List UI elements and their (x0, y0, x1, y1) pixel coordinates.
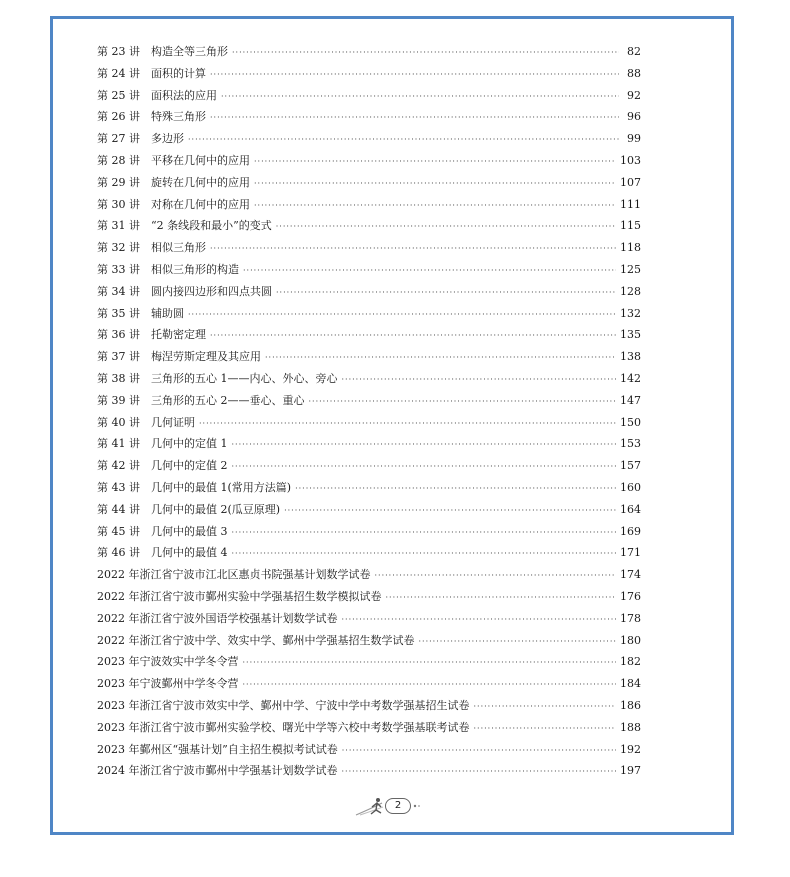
toc-entry[interactable] (97, 390, 641, 412)
toc-lecture-number: 第 31 讲 (97, 219, 140, 233)
toc-entry[interactable] (97, 412, 641, 434)
toc-title: 特殊三角形 (151, 110, 206, 124)
toc-page-number: 178 (620, 611, 641, 625)
toc-page-number: 169 (620, 524, 641, 538)
toc-lecture-number: 第 23 讲 (97, 45, 140, 58)
toc-title: 圆内接四边形和四点共圆 (151, 284, 272, 298)
toc-dot-leader (342, 369, 617, 391)
toc-dot-leader (265, 347, 616, 369)
toc-entry[interactable] (97, 194, 641, 216)
toc-title: 2023 年宁波效实中学冬令营 (97, 655, 239, 669)
toc-dot-leader (342, 761, 617, 783)
toc-entry[interactable] (97, 760, 641, 782)
toc-lecture-number: 第 29 讲 (97, 175, 140, 189)
toc-title: 面积法的应用 (151, 88, 217, 102)
toc-dot-leader (210, 64, 619, 86)
toc-page-number: 180 (620, 633, 641, 647)
toc-page-number: 135 (620, 328, 641, 342)
toc-page-number: 99 (627, 132, 641, 146)
toc-page-number: 174 (620, 568, 641, 582)
toc-lecture-number: 第 24 讲 (97, 66, 140, 80)
toc-entry[interactable] (97, 455, 641, 477)
toc-entry[interactable] (97, 499, 641, 521)
toc-dot-leader (232, 456, 617, 478)
toc-dot-leader (232, 543, 617, 565)
toc-page-number: 92 (627, 88, 641, 102)
toc-entry[interactable] (97, 106, 641, 128)
toc-title: 梅涅劳斯定理及其应用 (151, 350, 261, 364)
toc-lecture-number: 第 28 讲 (97, 153, 140, 167)
toc-title: 几何中的最值 3 (151, 524, 228, 538)
toc-title: 面积的计算 (151, 66, 206, 80)
toc-title: 旋转在几何中的应用 (151, 175, 250, 189)
toc-page-number: 142 (620, 371, 641, 385)
toc-dot-leader (309, 391, 617, 413)
toc-entry[interactable] (97, 324, 641, 346)
table-of-contents (97, 41, 641, 782)
toc-dot-leader (254, 173, 616, 195)
toc-entry[interactable] (97, 281, 641, 303)
toc-entry[interactable] (97, 172, 641, 194)
toc-entry[interactable] (97, 739, 641, 761)
toc-lecture-number: 第 39 讲 (97, 393, 140, 407)
toc-lecture-number: 第 30 讲 (97, 197, 140, 211)
toc-title: 几何中的定值 2 (151, 459, 228, 473)
toc-title: 2022 年浙江省宁波中学、效实中学、鄞州中学强基招生数学试卷 (97, 633, 415, 647)
toc-lecture-number: 第 40 讲 (97, 415, 140, 429)
toc-dot-leader (342, 609, 617, 631)
toc-entry[interactable] (97, 673, 641, 695)
toc-title: 几何中的最值 4 (151, 546, 228, 560)
toc-title: 相似三角形 (151, 241, 206, 255)
toc-dot-leader (342, 740, 616, 762)
toc-title: “2 条线段和最小”的变式 (151, 219, 272, 233)
toc-page-number: 176 (620, 589, 641, 603)
toc-dot-leader (474, 696, 617, 718)
toc-dot-leader (210, 238, 616, 260)
toc-entry[interactable] (97, 259, 641, 281)
toc-lecture-number: 第 27 讲 (97, 132, 140, 146)
toc-dot-leader (232, 42, 619, 64)
toc-entry[interactable] (97, 717, 641, 739)
toc-title: 几何中的定值 1 (151, 437, 228, 451)
toc-title: 2023 年宁波鄞州中学冬令营 (97, 677, 239, 691)
toc-title: 2022 年浙江省宁波市鄞州实验中学强基招生数学模拟试卷 (97, 589, 382, 603)
toc-dot-leader (284, 500, 616, 522)
toc-page-number: 103 (620, 153, 641, 167)
toc-dot-leader (295, 478, 616, 500)
toc-page-number: 186 (620, 698, 641, 712)
toc-entry[interactable] (97, 630, 641, 652)
toc-lecture-number: 第 33 讲 (97, 262, 140, 276)
toc-title: 托勒密定理 (151, 328, 206, 342)
toc-dot-leader (188, 129, 619, 151)
toc-page-number: 192 (620, 742, 641, 756)
toc-lecture-number: 第 32 讲 (97, 241, 140, 255)
toc-lecture-number: 第 42 讲 (97, 459, 140, 473)
toc-dot-leader (243, 674, 617, 696)
toc-page-number: 107 (620, 175, 641, 189)
toc-dot-leader (232, 434, 617, 456)
toc-title: 对称在几何中的应用 (151, 197, 250, 211)
toc-lecture-number: 第 41 讲 (97, 437, 140, 451)
toc-dot-leader (188, 304, 616, 326)
toc-dot-leader (243, 260, 616, 282)
toc-page-number: 197 (620, 764, 641, 778)
toc-lecture-number: 第 35 讲 (97, 306, 140, 320)
toc-page-number: 164 (620, 502, 641, 516)
toc-entry[interactable] (97, 586, 641, 608)
toc-page-number: 157 (620, 459, 641, 473)
toc-entry[interactable] (97, 433, 641, 455)
toc-entry[interactable] (97, 346, 641, 368)
toc-lecture-number: 第 46 讲 (97, 546, 140, 560)
toc-entry[interactable] (97, 651, 641, 673)
toc-page-number: 171 (620, 546, 641, 560)
page-number: 2 (385, 798, 411, 814)
toc-dot-leader (221, 86, 619, 108)
toc-title: 几何中的最值 1(常用方法篇) (151, 480, 292, 494)
toc-title: 2024 年浙江省宁波市鄞州中学强基计划数学试卷 (97, 764, 338, 778)
toc-page-number: 128 (620, 284, 641, 298)
toc-entry[interactable] (97, 303, 641, 325)
toc-lecture-number: 第 34 讲 (97, 284, 140, 298)
toc-entry[interactable] (97, 41, 641, 63)
toc-title: 构造全等三角形 (151, 45, 228, 58)
toc-page-number: 184 (620, 677, 641, 691)
toc-page-number: 111 (620, 197, 641, 211)
toc-entry[interactable] (97, 128, 641, 150)
toc-dot-leader (199, 413, 616, 435)
toc-page-number: 138 (620, 350, 641, 364)
toc-entry[interactable] (97, 542, 641, 564)
toc-entry[interactable] (97, 477, 641, 499)
toc-title: 多边形 (151, 132, 184, 146)
toc-page-number: 182 (620, 655, 641, 669)
toc-lecture-number: 第 37 讲 (97, 350, 140, 364)
toc-entry[interactable] (97, 63, 641, 85)
toc-dot-leader (276, 282, 616, 304)
toc-title: 三角形的五心 2——垂心、重心 (151, 393, 305, 407)
toc-title: 三角形的五心 1——内心、外心、旁心 (151, 371, 338, 385)
toc-title: 平移在几何中的应用 (151, 153, 250, 167)
toc-dot-leader (474, 718, 617, 740)
toc-title: 2023 年浙江省宁波市鄞州实验学校、曙光中学等六校中考数学强基联考试卷 (97, 720, 470, 734)
toc-entry[interactable] (97, 215, 641, 237)
toc-entry[interactable] (97, 85, 641, 107)
toc-dot-leader (419, 631, 617, 653)
toc-title: 2022 年浙江省宁波外国语学校强基计划数学试卷 (97, 611, 338, 625)
toc-lecture-number: 第 43 讲 (97, 480, 140, 494)
toc-entry[interactable] (97, 237, 641, 259)
toc-page-number: 125 (620, 262, 641, 276)
toc-page-number: 150 (620, 415, 641, 429)
toc-dot-leader (210, 107, 619, 129)
toc-title: 2023 年浙江省宁波市效实中学、鄞州中学、宁波中学中考数学强基招生试卷 (97, 698, 470, 712)
toc-dot-leader (254, 195, 616, 217)
toc-dot-leader (386, 587, 617, 609)
toc-page-number: 153 (620, 437, 641, 451)
toc-entry[interactable] (97, 564, 641, 586)
toc-dot-leader (243, 652, 617, 674)
toc-title: 几何证明 (151, 415, 195, 429)
toc-title: 几何中的最值 2(瓜豆原理) (151, 502, 281, 516)
toc-title: 2022 年浙江省宁波市江北区惠贞书院强基计划数学试卷 (97, 568, 371, 582)
toc-dot-leader (276, 216, 616, 238)
toc-entry[interactable] (97, 150, 641, 172)
toc-entry[interactable] (97, 695, 641, 717)
toc-page-number: 147 (620, 393, 641, 407)
toc-entry[interactable] (97, 521, 641, 543)
toc-dot-leader (375, 565, 617, 587)
toc-page-number: 132 (620, 306, 641, 320)
toc-title: 相似三角形的构造 (151, 262, 239, 276)
toc-page-number: 88 (627, 66, 641, 80)
toc-lecture-number: 第 44 讲 (97, 502, 140, 516)
toc-lecture-number: 第 45 讲 (97, 524, 140, 538)
toc-page-number: 160 (620, 480, 641, 494)
toc-lecture-number: 第 38 讲 (97, 371, 140, 385)
toc-page-number: 188 (620, 720, 641, 734)
toc-page-number: 96 (627, 110, 641, 124)
toc-title: 2023 年鄞州区“强基计划”自主招生模拟考试试卷 (97, 742, 338, 756)
toc-dot-leader (254, 151, 616, 173)
toc-lecture-number: 第 26 讲 (97, 110, 140, 124)
toc-page-number: 115 (620, 219, 641, 233)
page-footer (352, 795, 432, 817)
toc-entry[interactable] (97, 608, 641, 630)
toc-lecture-number: 第 25 讲 (97, 88, 140, 102)
toc-title: 辅助圆 (151, 306, 184, 320)
toc-page-number: 82 (627, 45, 641, 58)
toc-dot-leader (210, 325, 616, 347)
toc-lecture-number: 第 36 讲 (97, 328, 140, 342)
toc-entry[interactable] (97, 368, 641, 390)
toc-page-number: 118 (620, 241, 641, 255)
toc-dot-leader (232, 522, 617, 544)
